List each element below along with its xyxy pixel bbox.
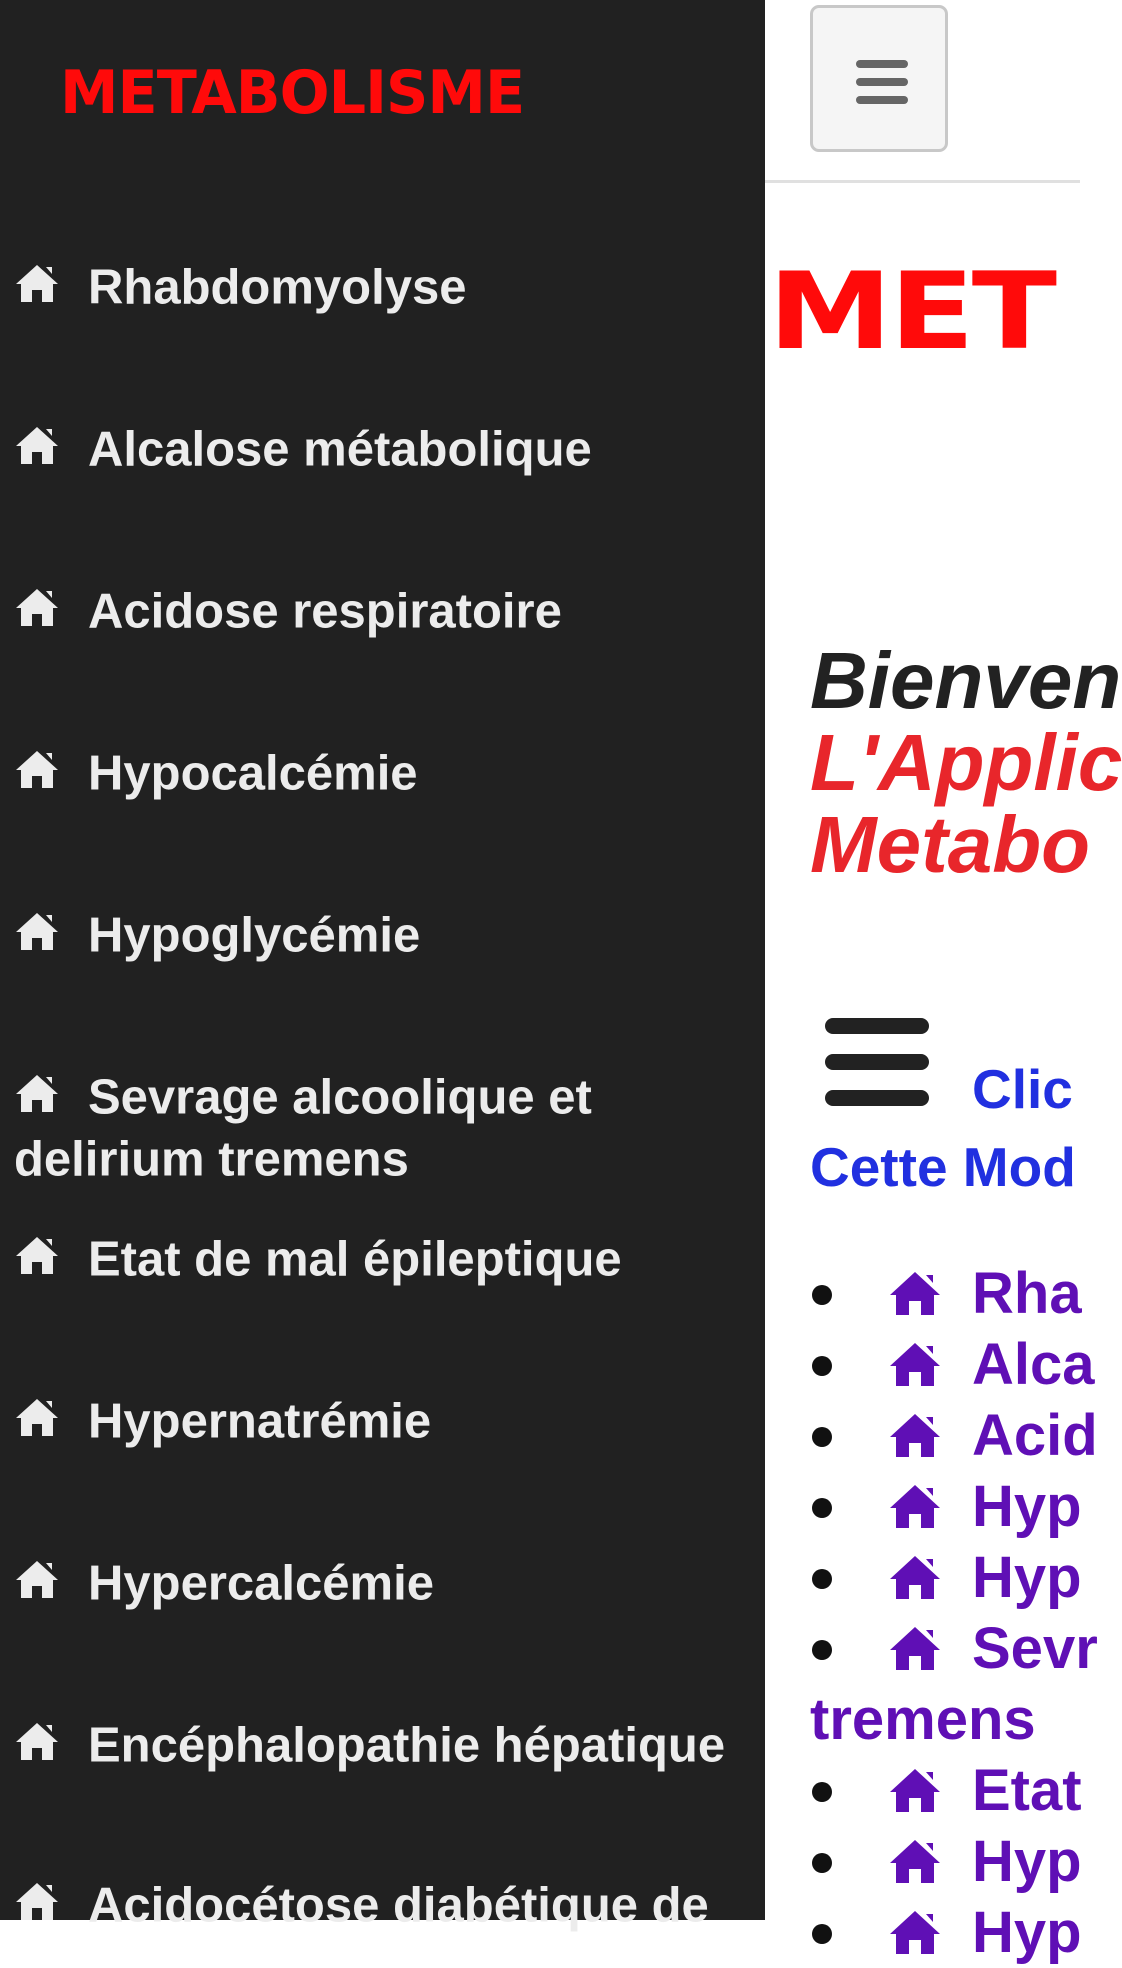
home-icon [888, 1837, 942, 1885]
topic-link[interactable] [810, 1826, 1098, 1897]
nav-item-label: Hypercalcémie [88, 1556, 434, 1611]
hero-logo: MET [768, 250, 1055, 374]
nav-item-hypercalcemie[interactable] [14, 1552, 754, 1614]
home-icon [14, 1880, 60, 1922]
nav-item-label: Rhabdomyolyse [88, 260, 467, 315]
home-icon [14, 1558, 60, 1600]
nav-item-label: Alcalose métabolique [88, 422, 592, 477]
nav-item-etat-de-mal-epileptique[interactable] [14, 1228, 754, 1290]
topic-link-label: Hyp [972, 1545, 1082, 1610]
nav-item-label: Acidose respiratoire [88, 584, 562, 639]
topic-link-label: Hyp [972, 1474, 1082, 1539]
home-icon [888, 1269, 942, 1317]
click-instruction-line-2: Cette Mod [810, 1136, 1076, 1198]
home-icon [14, 910, 60, 952]
welcome-heading [810, 636, 1122, 889]
welcome-line-2: L'Applic [810, 718, 1122, 807]
topic-link-label: Hyp [972, 1900, 1082, 1965]
nav-item-acidocetose-diabetique[interactable] [14, 1874, 754, 1936]
home-icon [888, 1766, 942, 1814]
topic-link[interactable] [810, 1400, 1098, 1471]
home-icon [888, 1553, 942, 1601]
nav-item-label: Hypocalcémie [88, 746, 418, 801]
bullet [812, 1782, 832, 1802]
bullet [812, 1640, 832, 1660]
home-icon [14, 748, 60, 790]
topic-link-label: Sevr [972, 1616, 1098, 1681]
click-instruction [810, 1050, 1076, 1206]
nav-item-sevrage-alcoolique[interactable] [14, 1066, 754, 1189]
nav-item-acidose-respiratoire[interactable] [14, 580, 754, 642]
home-icon [888, 1411, 942, 1459]
topic-link-label: Rha [972, 1261, 1082, 1326]
home-icon [14, 262, 60, 304]
home-icon [14, 1396, 60, 1438]
home-icon [14, 1720, 60, 1762]
home-icon [888, 1624, 942, 1672]
topic-link[interactable] [810, 1542, 1098, 1613]
nav-item-label-line-2: delirium tremens [14, 1132, 409, 1187]
home-icon [14, 1072, 60, 1114]
welcome-line-1: Bienven [810, 636, 1122, 725]
nav-item-hypocalcemie[interactable] [14, 742, 754, 804]
topic-link-list [810, 1258, 1098, 1968]
home-icon [14, 424, 60, 466]
nav-item-label: Acidocétose diabétique de [88, 1878, 709, 1933]
nav-item-label: Encéphalopathie hépatique [88, 1718, 726, 1773]
home-icon [14, 586, 60, 628]
bullet [812, 1356, 832, 1376]
nav-item-hypoglycemie[interactable] [14, 904, 754, 966]
welcome-line-3: Metabo [810, 800, 1090, 889]
nav-item-label: Hypernatrémie [88, 1394, 432, 1449]
topic-link[interactable] [810, 1471, 1098, 1542]
bullet [812, 1427, 832, 1447]
home-icon [888, 1908, 942, 1956]
bullet [812, 1285, 832, 1305]
topic-link[interactable] [810, 1329, 1098, 1400]
topic-link[interactable] [810, 1897, 1098, 1968]
topic-link-label-line-2: tremens [810, 1687, 1036, 1752]
home-icon [888, 1482, 942, 1530]
nav-item-hypernatremie[interactable] [14, 1390, 754, 1452]
menu-toggle-button[interactable] [810, 5, 948, 152]
nav-item-encephalopathie-hepatique[interactable] [14, 1714, 754, 1776]
nav-item-label: Sevrage alcoolique et [88, 1070, 592, 1125]
bullet [812, 1498, 832, 1518]
topic-link[interactable] [810, 1258, 1098, 1329]
topic-link-label: Etat [972, 1758, 1082, 1823]
bullet [812, 1853, 832, 1873]
topic-link-label: Alca [972, 1332, 1095, 1397]
topic-link[interactable] [810, 1613, 1098, 1755]
bullet [812, 1924, 832, 1944]
click-instruction-line-1: Clic [972, 1058, 1073, 1120]
topic-link[interactable] [810, 1755, 1098, 1826]
bullet [812, 1569, 832, 1589]
nav-item-rhabdomyolyse[interactable] [14, 256, 754, 318]
nav-item-label: Etat de mal épileptique [88, 1232, 622, 1287]
topic-link-label: Acid [972, 1403, 1098, 1468]
topic-link-label: Hyp [972, 1829, 1082, 1894]
home-icon [14, 1234, 60, 1276]
nav-item-alcalose-metabolique[interactable] [14, 418, 754, 480]
home-icon [888, 1340, 942, 1388]
nav-item-label: Hypoglycémie [88, 908, 421, 963]
drawer-logo: METABOLISME [60, 58, 525, 128]
